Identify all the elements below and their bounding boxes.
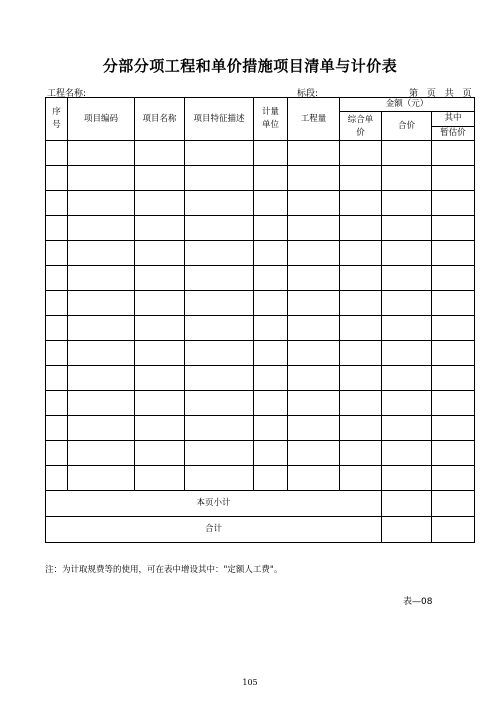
- table-cell: [382, 291, 432, 316]
- table-cell: [432, 216, 475, 241]
- section-label: 标段:: [297, 89, 319, 99]
- table-cell: [432, 441, 475, 466]
- header-total-price: 合价: [382, 112, 432, 141]
- table-cell: [288, 291, 340, 316]
- table-cell: [432, 241, 475, 266]
- table-cell: [432, 466, 475, 491]
- table-cell: [382, 466, 432, 491]
- table-cell: [254, 366, 288, 391]
- table-cell: [46, 166, 68, 191]
- table-cell: [288, 241, 340, 266]
- table-cell: [254, 316, 288, 341]
- table-row: [46, 391, 475, 416]
- table-cell: [432, 391, 475, 416]
- header-feature: 项目特征描述: [185, 98, 254, 141]
- table-cell: [68, 166, 135, 191]
- table-cell: [135, 266, 185, 291]
- table-cell: [135, 141, 185, 166]
- subtotal-cell: [432, 491, 475, 517]
- table-cell: [340, 341, 382, 366]
- table-cell: [185, 391, 254, 416]
- table-cell: [68, 216, 135, 241]
- header-code: 项目编码: [68, 98, 135, 141]
- table-cell: [340, 266, 382, 291]
- table-cell: [135, 416, 185, 441]
- table-cell: [288, 266, 340, 291]
- table-cell: [288, 141, 340, 166]
- table-cell: [135, 241, 185, 266]
- table-cell: [185, 341, 254, 366]
- table-cell: [254, 441, 288, 466]
- table-cell: [135, 466, 185, 491]
- bill-of-quantities-table: [45, 97, 475, 543]
- page-indicator: 第 页 共 页: [409, 89, 472, 99]
- table-cell: [185, 416, 254, 441]
- page-number: 105: [242, 678, 258, 687]
- table-cell: [68, 416, 135, 441]
- table-cell: [46, 291, 68, 316]
- table-cell: [135, 291, 185, 316]
- footer-note: 注：为计取规费等的使用，可在表中增设其中："定额人工费"。: [45, 565, 283, 575]
- table-cell: [46, 266, 68, 291]
- table-row: [46, 216, 475, 241]
- table-row: [46, 166, 475, 191]
- table-cell: [432, 416, 475, 441]
- header-of-which: 其中: [432, 112, 475, 127]
- table-cell: [46, 316, 68, 341]
- table-cell: [382, 141, 432, 166]
- table-row: [46, 341, 475, 366]
- header-name: 项目名称: [135, 98, 185, 141]
- table-cell: [68, 191, 135, 216]
- table-cell: [68, 366, 135, 391]
- table-cell: [46, 441, 68, 466]
- table-cell: [432, 141, 475, 166]
- table-cell: [254, 291, 288, 316]
- table-cell: [432, 366, 475, 391]
- table-cell: [340, 316, 382, 341]
- table-cell: [68, 241, 135, 266]
- table-cell: [254, 216, 288, 241]
- table-cell: [135, 216, 185, 241]
- table-cell: [254, 241, 288, 266]
- table-cell: [46, 391, 68, 416]
- page-title: 分部分项工程和单价措施项目清单与计价表: [102, 57, 398, 75]
- table-cell: [340, 366, 382, 391]
- table-cell: [46, 416, 68, 441]
- table-cell: [382, 366, 432, 391]
- table-cell: [340, 466, 382, 491]
- table-cell: [382, 391, 432, 416]
- table-cell: [432, 166, 475, 191]
- table-cell: [382, 216, 432, 241]
- subtotal-label: 本页小计: [46, 491, 382, 517]
- table-cell: [254, 191, 288, 216]
- table-cell: [68, 141, 135, 166]
- table-cell: [254, 141, 288, 166]
- table-cell: [288, 316, 340, 341]
- total-label: 合计: [46, 517, 382, 543]
- total-row: [46, 517, 475, 543]
- table-cell: [340, 241, 382, 266]
- table-cell: [432, 266, 475, 291]
- table-cell: [254, 416, 288, 441]
- table-row: [46, 291, 475, 316]
- table-cell: [288, 366, 340, 391]
- table-cell: [68, 341, 135, 366]
- table-cell: [68, 391, 135, 416]
- table-cell: [135, 166, 185, 191]
- header-unit: 计量单位: [254, 98, 288, 141]
- table-row: [46, 416, 475, 441]
- table-cell: [340, 191, 382, 216]
- table-cell: [185, 166, 254, 191]
- table-row: [46, 141, 475, 166]
- table-cell: [135, 366, 185, 391]
- table-cell: [135, 316, 185, 341]
- table-row: [46, 441, 475, 466]
- table-cell: [185, 441, 254, 466]
- table-cell: [288, 441, 340, 466]
- table-cell: [254, 266, 288, 291]
- header-amount-group: 金额（元）: [340, 98, 475, 112]
- table-row: [46, 466, 475, 491]
- table-cell: [185, 241, 254, 266]
- table-cell: [382, 416, 432, 441]
- table-row: [46, 316, 475, 341]
- form-code: 表—08: [403, 597, 433, 607]
- table-cell: [382, 166, 432, 191]
- subtotal-row: [46, 491, 475, 517]
- table-cell: [382, 316, 432, 341]
- table-cell: [68, 266, 135, 291]
- table-cell: [288, 191, 340, 216]
- table-cell: [340, 391, 382, 416]
- table-cell: [288, 466, 340, 491]
- header-quantity: 工程量: [288, 98, 340, 141]
- table-cell: [185, 266, 254, 291]
- table-cell: [382, 441, 432, 466]
- table-cell: [432, 291, 475, 316]
- table-cell: [46, 241, 68, 266]
- table-cell: [340, 166, 382, 191]
- subtotal-cell: [382, 491, 432, 517]
- header-seq: 序号: [46, 98, 68, 141]
- table-cell: [340, 216, 382, 241]
- table-cell: [185, 466, 254, 491]
- total-cell: [382, 517, 432, 543]
- table-cell: [68, 466, 135, 491]
- table-cell: [135, 391, 185, 416]
- table-cell: [382, 241, 432, 266]
- table-cell: [46, 191, 68, 216]
- table-cell: [288, 341, 340, 366]
- table-cell: [185, 141, 254, 166]
- table-cell: [135, 191, 185, 216]
- table-cell: [382, 191, 432, 216]
- table-cell: [68, 316, 135, 341]
- table-cell: [68, 441, 135, 466]
- table-cell: [135, 441, 185, 466]
- table-cell: [340, 441, 382, 466]
- table-cell: [254, 391, 288, 416]
- table-cell: [68, 291, 135, 316]
- table-cell: [185, 366, 254, 391]
- table-row: [46, 366, 475, 391]
- table-cell: [288, 216, 340, 241]
- table-cell: [46, 141, 68, 166]
- table-cell: [288, 166, 340, 191]
- table-cell: [288, 416, 340, 441]
- table-cell: [432, 341, 475, 366]
- header-provisional: 暂估价: [432, 126, 475, 141]
- project-name-label: 工程名称:: [47, 89, 87, 99]
- table-cell: [340, 141, 382, 166]
- table-cell: [340, 291, 382, 316]
- table-cell: [382, 266, 432, 291]
- table-cell: [135, 341, 185, 366]
- table-cell: [185, 191, 254, 216]
- table-row: [46, 191, 475, 216]
- table-cell: [382, 341, 432, 366]
- table-cell: [432, 316, 475, 341]
- table-cell: [254, 341, 288, 366]
- table-cell: [46, 466, 68, 491]
- table-cell: [185, 216, 254, 241]
- table-cell: [185, 316, 254, 341]
- table-cell: [432, 191, 475, 216]
- table-cell: [254, 466, 288, 491]
- table-cell: [288, 391, 340, 416]
- total-cell: [432, 517, 475, 543]
- table-cell: [340, 416, 382, 441]
- table-row: [46, 241, 475, 266]
- table-cell: [185, 291, 254, 316]
- header-unit-price: 综合单价: [340, 112, 382, 141]
- table-cell: [254, 166, 288, 191]
- table-row: [46, 266, 475, 291]
- table-cell: [46, 366, 68, 391]
- table-cell: [46, 341, 68, 366]
- table-cell: [46, 216, 68, 241]
